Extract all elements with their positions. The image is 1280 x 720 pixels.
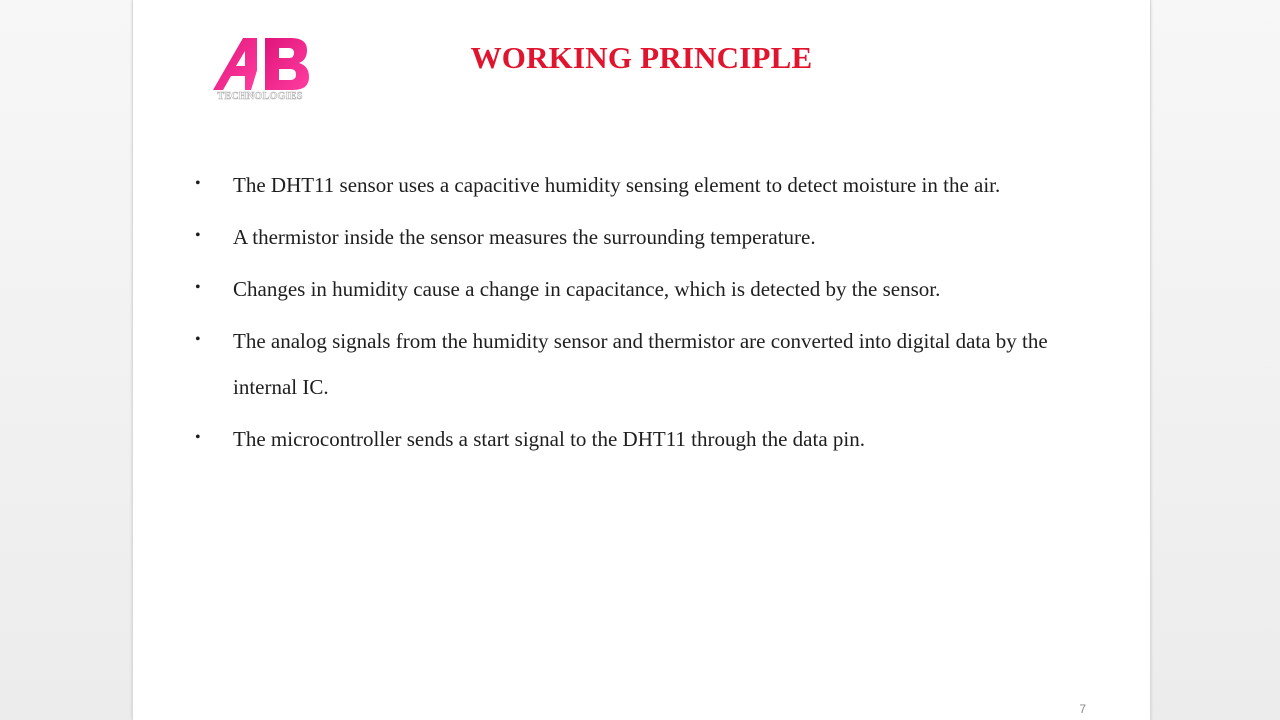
list-item: [195, 162, 1113, 208]
bullet-icon: •: [195, 279, 201, 296]
slide-page: [132, 0, 1151, 720]
page-number: 7: [1079, 702, 1086, 716]
list-item: [195, 266, 1113, 312]
bullet-text: The microcontroller sends a start signal to the DHT11 through the data pin.: [233, 427, 865, 451]
list-item: [195, 214, 1113, 260]
bullet-icon: •: [195, 175, 201, 192]
bullet-text: The analog signals from the humidity sensor and thermistor are converted into digital data by the internal IC.: [233, 329, 1048, 399]
list-item: [195, 318, 1113, 410]
bullet-list: [195, 162, 1113, 468]
bullet-icon: •: [195, 331, 201, 348]
slide-title: WORKING PRINCIPLE: [470, 40, 813, 75]
bullet-icon: •: [195, 429, 201, 446]
bullet-text: The DHT11 sensor uses a capacitive humidity sensing element to detect moisture in the air.: [233, 173, 1001, 197]
list-item: [195, 416, 1113, 462]
bullet-icon: •: [195, 227, 201, 244]
bullet-text: A thermistor inside the sensor measures the surrounding temperature.: [233, 225, 816, 249]
bullet-text: Changes in humidity cause a change in capacitance, which is detected by the sensor.: [233, 277, 941, 301]
logo-subtitle: TECHNOLOGIES: [217, 91, 303, 102]
